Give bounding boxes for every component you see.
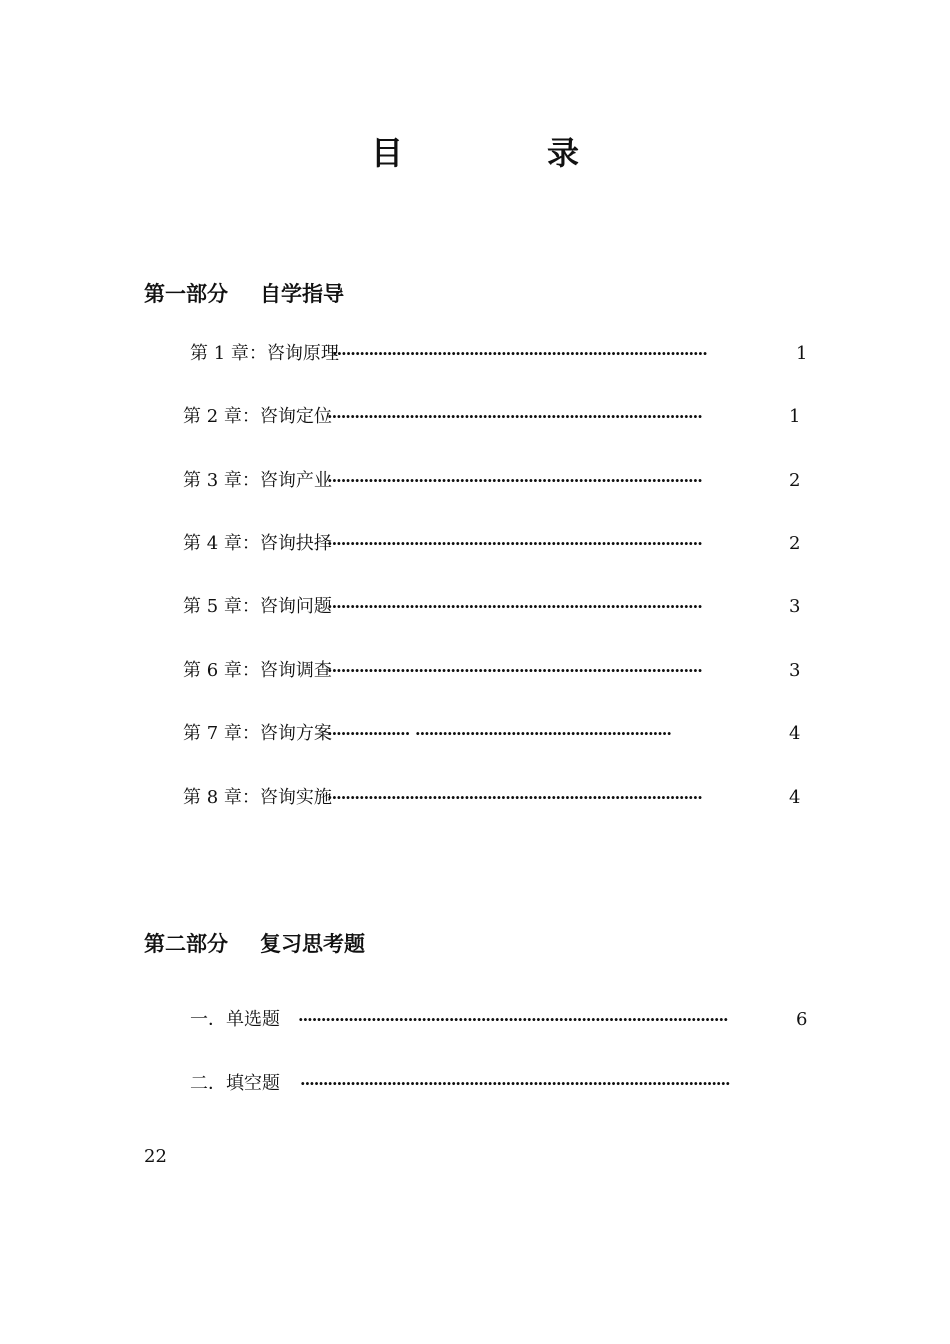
toc-entry-page: 3 <box>789 596 801 617</box>
toc-entry-ch7[interactable] <box>183 721 803 747</box>
toc-entry-page: 2 <box>789 470 801 491</box>
toc-entry-page: 6 <box>796 1009 808 1030</box>
leader-dots: ·················································································· <box>327 788 702 807</box>
toc-entry-label: 第 1 章：咨询原理 <box>190 343 339 364</box>
toc-entry-single-choice[interactable] <box>190 1007 810 1033</box>
toc-entry-label: 一．单选题 <box>190 1009 280 1030</box>
part1-name: 自学指导 <box>260 282 344 306</box>
toc-entry-page: 4 <box>789 787 801 808</box>
part1-label: 第一部分 <box>144 282 228 306</box>
toc-entry-page: 1 <box>796 343 808 364</box>
toc-entry-page: 3 <box>789 660 801 681</box>
toc-entry-label: 二．填空题 <box>190 1073 280 1094</box>
toc-entry-fill-blank[interactable] <box>190 1071 810 1097</box>
toc-title: 目 录 <box>370 134 635 172</box>
part2-label: 第二部分 <box>144 932 228 956</box>
page-number: 22 <box>144 1146 167 1167</box>
toc-entry-ch3[interactable] <box>183 468 803 494</box>
leader-dots: ·················································································· <box>332 344 707 363</box>
toc-entry-ch6[interactable] <box>183 658 803 684</box>
toc-entry-label: 第 5 章：咨询问题 <box>183 596 332 617</box>
leader-dots: ·················································································· <box>327 471 702 490</box>
toc-entry-label: 第 6 章：咨询调查 <box>183 660 332 681</box>
leader-dots: ·················································································· <box>327 407 702 426</box>
leader-dots: ·················································································· <box>327 597 702 616</box>
toc-entry-label: 第 2 章：咨询定位 <box>183 406 332 427</box>
leader-dots: ·················································································· <box>327 534 702 553</box>
part1-heading <box>144 278 344 308</box>
toc-entry-label: 第 8 章：咨询实施 <box>183 787 332 808</box>
part2-name: 复习思考题 <box>260 932 365 956</box>
toc-entry-ch5[interactable] <box>183 594 803 620</box>
leader-dots: ························································ <box>415 724 671 743</box>
leader-dots: ······························································································ <box>300 1074 730 1093</box>
toc-entry-ch1[interactable] <box>190 341 810 367</box>
toc-entry-page: 1 <box>789 406 801 427</box>
toc-entry-ch4[interactable] <box>183 531 803 557</box>
part2-heading <box>144 928 365 958</box>
leader-dots: ·················································································· <box>327 661 702 680</box>
toc-entry-label: 第 7 章：咨询方案 <box>183 723 332 744</box>
leader-dots: ······························································································ <box>298 1010 728 1029</box>
toc-entry-page: 4 <box>789 723 801 744</box>
toc-entry-ch2[interactable] <box>183 404 803 430</box>
leader-dots: ·················· <box>327 724 410 743</box>
toc-entry-page: 2 <box>789 533 801 554</box>
toc-entry-ch8[interactable] <box>183 785 803 811</box>
toc-entry-label: 第 4 章：咨询抉择 <box>183 533 332 554</box>
toc-entry-label: 第 3 章：咨询产业 <box>183 470 332 491</box>
